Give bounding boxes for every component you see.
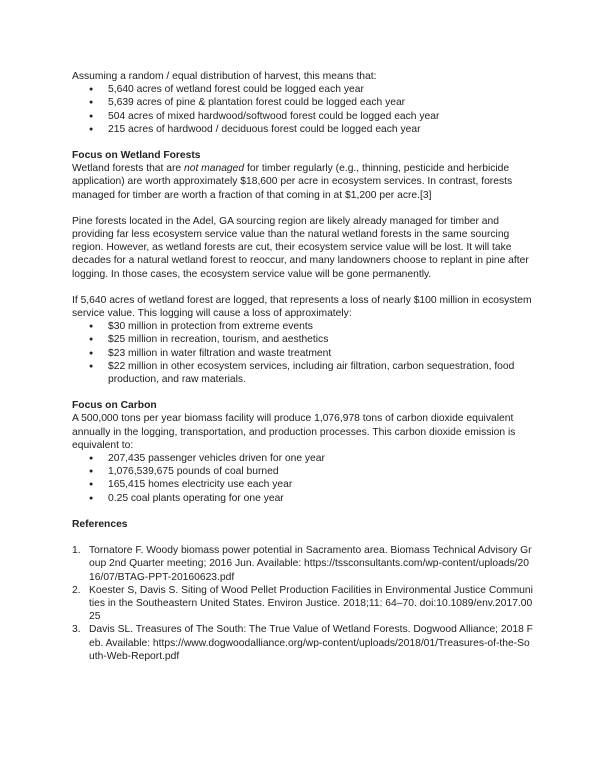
list-item: ● 0.25 coal plants operating for one year xyxy=(72,492,534,505)
list-item: ● $30 million in protection from extreme events xyxy=(72,320,534,333)
list-item: ● $25 million in recreation, tourism, and aesthetics xyxy=(72,333,534,346)
harvest-list xyxy=(72,83,534,136)
reference-item: 1. Tornatore F. Woody biomass power potential in Sacramento area. Biomass Technical Advisory Group 2nd Quarter meeting; 2016 Jun. Available: https://tssconsultants.com/wp-content/uploads/2016/07/BTAG-PPT-20160623.pdf xyxy=(72,545,532,583)
wetland-heading: Focus on Wetland Forests xyxy=(72,150,201,162)
list-item: ● 215 acres of hardwood / deciduous forest could be logged each year xyxy=(72,123,534,136)
wetland-paragraph-1: Wetland forests that are not managed for timber regularly (e.g., thinning, pesticide and herbicide application) are worth approximately $18,600 per acre in ecosystem services. In contrast, forests managed for timber are worth a fraction of that coming in at $1,200 per acre.[3] xyxy=(72,163,513,201)
list-item: ● 504 acres of mixed hardwood/softwood forest could be logged each year xyxy=(72,110,534,123)
list-item: ● $23 million in water filtration and waste treatment xyxy=(72,347,534,360)
wetland-paragraph-3: If 5,640 acres of wetland forest are logged, that represents a loss of nearly $100 million in ecosystem service value. This logging will cause a loss of approximately: xyxy=(72,294,532,320)
list-item: ● 207,435 passenger vehicles driven for one year xyxy=(72,452,534,465)
list-item: ● $22 million in other ecosystem services, including air filtration, carbon sequestration, food production, and raw materials. xyxy=(72,360,534,386)
references-list xyxy=(72,544,534,663)
reference-item: 3. Davis SL. Treasures of The South: The True Value of Wetland Forests. Dogwood Alliance; 2018 Feb. Available: https://www.dogwoodalliance.org/wp-content/uploads/2018/01/Treasures-of-the-South-Web-Report.pdf xyxy=(72,624,533,662)
list-item: ● 165,415 homes electricity use each year xyxy=(72,478,534,491)
carbon-heading: Focus on Carbon xyxy=(72,400,157,412)
list-item: ● 1,076,539,675 pounds of coal burned xyxy=(72,465,534,478)
document-page xyxy=(72,70,534,663)
loss-list xyxy=(72,320,534,386)
intro-text: Assuming a random / equal distribution of harvest, this means that: xyxy=(72,71,377,82)
references-heading: References xyxy=(72,518,128,530)
wetland-paragraph-2: Pine forests located in the Adel, GA sourcing region are likely already managed for timber and providing far less ecosystem service value than the natural wetland forests in the same sourcing region. However, as wetland forests are cut, their ecosystem service value will be lost. It will take decades for a natural wetland forest to reoccur, and many landowners choose to replant in pine after logging. In those cases, the ecosystem service value will be gone permanently. xyxy=(72,215,529,280)
list-item: ● 5,639 acres of pine & plantation forest could be logged each year xyxy=(72,96,534,109)
carbon-paragraph: A 500,000 tons per year biomass facility will produce 1,076,978 tons of carbon dioxide equivalent annually in the logging, transportation, and production processes. This carbon dioxide emission is equivalent to: xyxy=(72,413,516,451)
reference-item: 2. Koester S, Davis S. Siting of Wood Pellet Production Facilities in Environmental Justice Communities in the Southeastern United States. Environ Justice. 2018;11: 64–70. doi:10.1089/env.2017.0025 xyxy=(72,584,533,623)
list-item: ● 5,640 acres of wetland forest could be logged each year xyxy=(72,83,534,96)
carbon-list xyxy=(72,452,534,505)
